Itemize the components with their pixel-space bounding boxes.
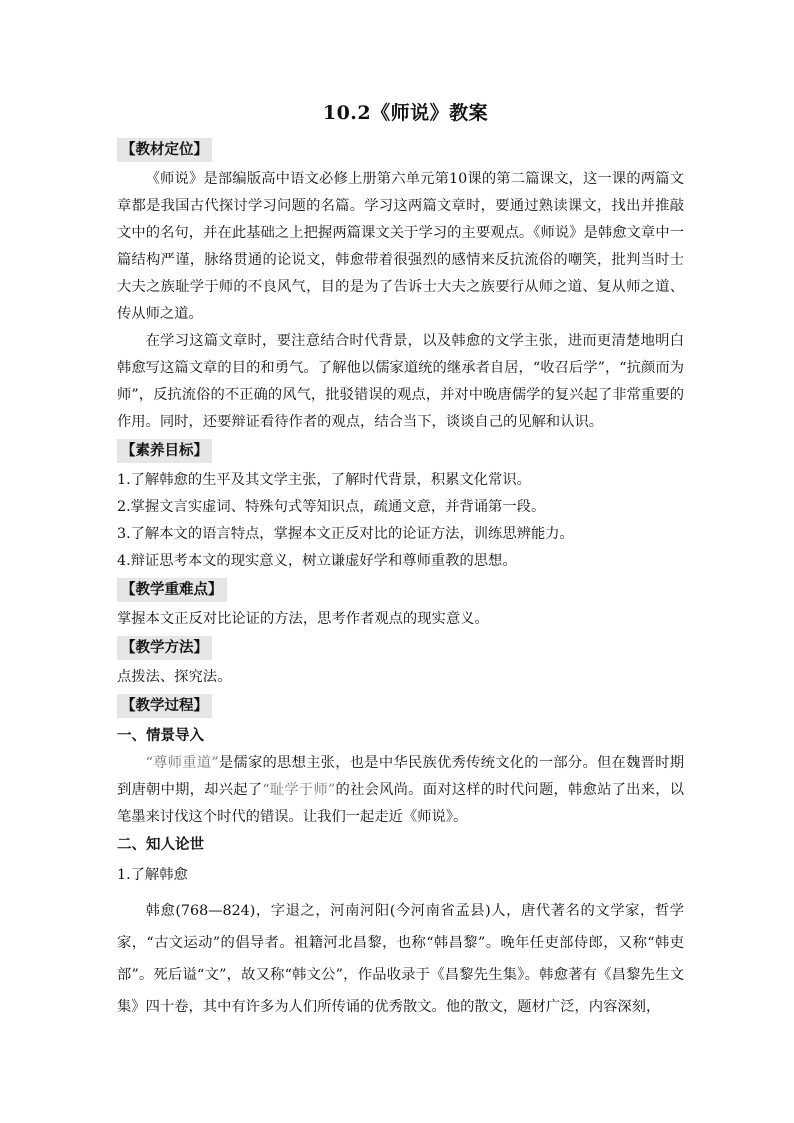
methods-text: 点拨法、探究法。	[117, 669, 232, 685]
key-points-text: 掌握本文正反对比论证的方法，思考作者观点的现实意义。	[117, 611, 489, 627]
goal-item-2: 2.掌握文言实虚词、特殊句式等知识点，疏通文意，并背诵第一段。	[117, 499, 546, 515]
section-label-key-points: 【教学重难点】	[117, 578, 227, 602]
section-label-methods: 【教学方法】	[117, 636, 212, 660]
part-heading-intro: 一、情景导入	[117, 728, 204, 744]
sub-heading-han-yu: 1.了解韩愈	[117, 867, 188, 883]
part-heading-background: 二、知人论世	[117, 837, 204, 853]
section-label-positioning: 【教材定位】	[117, 138, 212, 162]
section-label-goals: 【素养目标】	[117, 439, 212, 463]
intro-paragraph	[117, 750, 684, 831]
positioning-paragraph-2: 在学习这篇文章时，要注意结合时代背景，以及韩愈的文学主张，进而更清楚地明白韩愈写这篇文章的目的和勇气。了解他以儒家道统的继承者自居，“收召后学”，“抗颜而为师”，反抗流俗的不正确的风气，批驳错误的观点，并对中晚唐儒学的复兴起了非常重要的作用。同时，还要辩证看待作者的观点，结合当下，谈谈自己的见解和认识。	[117, 333, 684, 430]
section-label-process: 【教学过程】	[117, 694, 212, 718]
intro-text-1: 是儒家的思想主张，也是中华民族优秀传统文化的一部分。但在魏晋时期到唐朝中期，却兴起了	[117, 755, 685, 798]
document-title: 10.2《师说》教案	[322, 102, 489, 124]
goal-item-3: 3.了解本文的语言特点，掌握本文正反对比的论证方法，训练思辨能力。	[117, 526, 574, 542]
positioning-paragraph-1: 《师说》是部编版高中语文必修上册第六单元第10课的第二篇课文，这一课的两篇文章都是我国古代探讨学习问题的名篇。学习这两篇文章时，要通过熟读课文，找出并推敲文中的名句，并在此基础之上把握两篇课文关于学习的主要观点。《师说》是韩愈文章中一篇结构严谨，脉络贯通的论说文，韩愈带着很强烈的感情来反抗流俗的嘲笑，批判当时士大夫之族耻学于师的不良风气，目的是为了告诉士大夫之族要行从师之道、复从师之道、传从师之道。	[117, 171, 684, 322]
goal-item-4: 4.辩证思考本文的现实意义，树立谦虚好学和尊师重教的思想。	[117, 553, 517, 569]
han-yu-biography: 韩愈(768—824)，字退之，河南河阳(今河南省孟县)人，唐代著名的文学家，哲学家，“古文运动”的倡导者。祖籍河北昌黎，也称“韩昌黎”。晚年任吏部侍郎，又称“韩吏部”。死后谥“文”，故又称“韩文公”，作品收录于《昌黎先生集》。韩愈著有《昌黎先生文集》四十卷，其中有许多为人们所传诵的优秀散文。他的散文，题材广泛，内容深刻，	[117, 903, 684, 1015]
quote-ashamed-to-learn: “耻学于师”	[262, 782, 336, 798]
goal-item-1: 1.了解韩愈的生平及其文学主张，了解时代背景，积累文化常识。	[117, 472, 531, 488]
quote-respect-teachers: “尊师重道”	[145, 755, 219, 771]
intro-text-2: 的社会风尚。面对这样的时代问题，韩愈站了出来，以笔墨来讨伐这个时代的错误。让我们一起走近《师说》。	[117, 782, 685, 825]
